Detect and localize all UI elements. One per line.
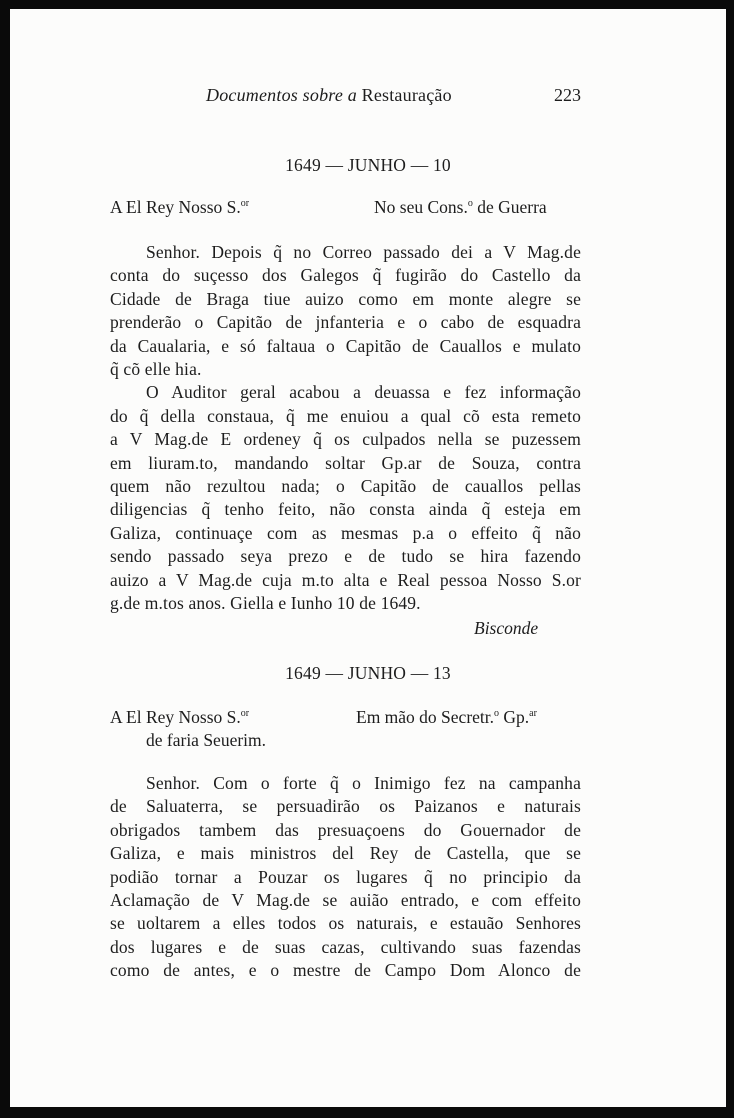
book-page bbox=[10, 9, 726, 1107]
letter-2-line: como de antes, e o mestre de Campo Dom Alonco de bbox=[110, 960, 581, 981]
letter-2-addressee bbox=[110, 707, 249, 728]
letter-2-delivery-note-tail: Gp. bbox=[499, 707, 530, 727]
letter-2-delivery-note-sup2: ar bbox=[529, 708, 537, 719]
letter-1-addressee-text: A El Rey Nosso S. bbox=[110, 197, 241, 217]
letter-2-delivery-note bbox=[356, 707, 537, 728]
letter-1-line: diligencias q̃ tenho feito, não consta ainda q̃ esteja em bbox=[110, 499, 581, 520]
letter-1-date-heading: 1649 — JUNHO — 10 bbox=[285, 155, 451, 175]
page-number: 223 bbox=[554, 85, 581, 105]
letter-2-delivery-note-sup: o bbox=[494, 708, 500, 719]
letter-1-signature: Bisconde bbox=[474, 618, 539, 638]
letter-1-line: da Caualaria, e só faltaua o Capitão de Cauallos e mulato bbox=[110, 335, 581, 356]
running-head-title bbox=[206, 85, 452, 106]
letter-1-line: do q̃ della constaua, q̃ me enuiou a qual cõ esta remeto bbox=[110, 405, 581, 426]
running-head bbox=[10, 85, 726, 111]
letter-1-council-note-tail: de Guerra bbox=[472, 197, 547, 217]
letter-1-line: Cidade de Braga tiue auizo como em monte alegre se bbox=[110, 288, 581, 309]
letter-1-council-note-sup: o bbox=[467, 198, 473, 209]
letter-1-line: auizo a V Mag.de cuja m.to alta e Real pessoa Nosso S.or bbox=[110, 569, 581, 590]
letter-1-line: g.de m.tos anos. Giella e Iunho 10 de 1649. bbox=[110, 593, 421, 613]
letter-2-addressee-sup: or bbox=[240, 708, 250, 719]
letter-2-line: obrigados tambem das presuaçoens do Gouernador de bbox=[110, 819, 581, 840]
letter-1-line: Senhor. Depois q̃ no Correo passado dei a V Mag.de bbox=[146, 242, 581, 262]
letter-1-line: q̃ cõ elle hia. bbox=[110, 359, 202, 379]
letter-2-line: Senhor. Com o forte q̃ o Inimigo fez na campanha bbox=[146, 773, 581, 793]
running-head-title-italic: Documentos sobre a bbox=[206, 85, 357, 105]
letter-1-line: quem não rezultou nada; o Capitão de cauallos pellas bbox=[110, 476, 581, 496]
letter-1-addressee-sup: or bbox=[240, 198, 250, 209]
letter-1-line: conta do suçesso dos Galegos q̃ fugirão do Castello da bbox=[110, 265, 581, 286]
letter-1-line: O Auditor geral acabou a deuassa e fez informação bbox=[146, 382, 581, 403]
letter-1-line: prenderão o Capitão de jnfanteria e o cabo de esquadra bbox=[110, 312, 581, 333]
letter-1-council-note bbox=[374, 197, 547, 218]
letter-2-delivery-note-text: Em mão do Secretr. bbox=[356, 707, 495, 727]
running-head-title-roman: Restauração bbox=[361, 85, 452, 105]
letter-2-date-heading: 1649 — JUNHO — 13 bbox=[285, 663, 451, 683]
letter-1-line: sendo passado seya prezo e de tudo se hira fazendo bbox=[110, 546, 581, 567]
letter-1-line: em liuram.to, mandando soltar Gp.ar de Souza, contra bbox=[110, 452, 581, 473]
letter-2-line: podião tornar a Pouzar os lugares q̃ no principio da bbox=[110, 866, 581, 887]
letter-2-line: Aclamação de V Mag.de se auião entrado, e com effeito bbox=[110, 890, 581, 910]
letter-1-line: Galiza, continuaçe com as mesmas p.a o effeito q̃ não bbox=[110, 522, 581, 543]
letter-2-delivery-note-cont: de faria Seuerim. bbox=[146, 730, 267, 750]
letter-1-council-note-text: No seu Cons. bbox=[374, 197, 468, 217]
letter-1-line: a V Mag.de E ordeney q̃ os culpados nella se puzessem bbox=[110, 429, 581, 450]
letter-2-line: dos lugares e de suas cazas, cultivando suas fazendas bbox=[110, 936, 581, 957]
letter-2-addressee-text: A El Rey Nosso S. bbox=[110, 707, 241, 727]
letter-2-line: de Saluaterra, se persuadirão os Paizanos e naturais bbox=[110, 796, 581, 817]
letter-2-line: Galiza, e mais ministros del Rey de Castella, que se bbox=[110, 843, 581, 864]
letter-2-line: se uoltarem a elles todos os naturais, e estauão Senhores bbox=[110, 913, 581, 934]
letter-1-addressee bbox=[110, 197, 249, 218]
